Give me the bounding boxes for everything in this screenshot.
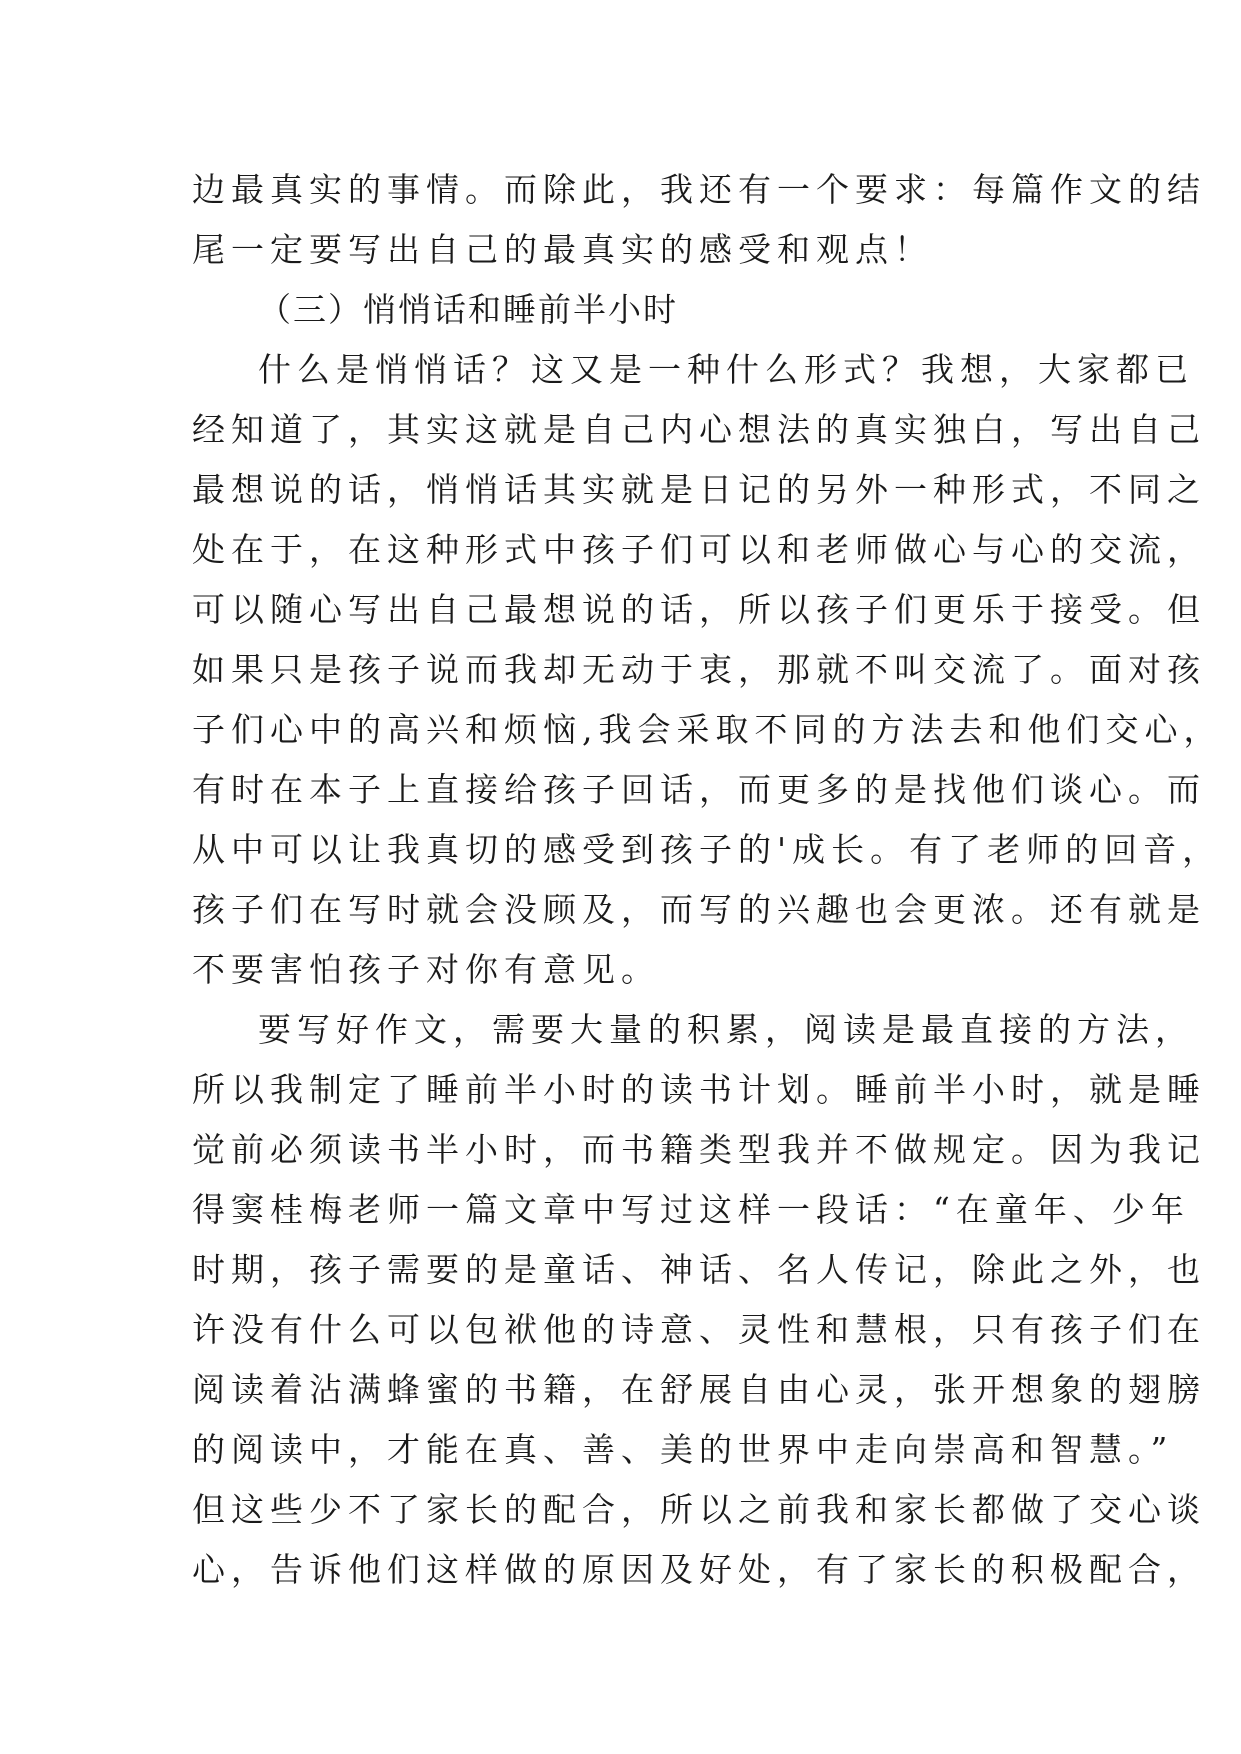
text-line: 尾一定要写出自己的最真实的感受和观点！ bbox=[192, 230, 933, 269]
section-heading: （三）悄悄话和睡前半小时 bbox=[258, 290, 678, 329]
text-line: 从中可以让我真切的感受到孩子的'成长。有了老师的回音， bbox=[192, 830, 1222, 869]
text-line: 的阅读中，才能在真、善、美的世界中走向崇高和智慧。” bbox=[192, 1430, 1174, 1469]
text-line: 什么是悄悄话？这又是一种什么形式？我想，大家都已 bbox=[258, 350, 1194, 389]
text-line: 孩子们在写时就会没顾及，而写的兴趣也会更浓。还有就是 bbox=[192, 890, 1206, 929]
text-line: 经知道了，其实这就是自己内心想法的真实独白，写出自己 bbox=[192, 410, 1206, 449]
text-line: 有时在本子上直接给孩子回话，而更多的是找他们谈心。而 bbox=[192, 770, 1206, 809]
text-line: 但这些少不了家长的配合，所以之前我和家长都做了交心谈 bbox=[192, 1490, 1206, 1529]
text-line: 阅读着沾满蜂蜜的书籍，在舒展自由心灵，张开想象的翅膀 bbox=[192, 1370, 1206, 1409]
text-line: 觉前必须读书半小时，而书籍类型我并不做规定。因为我记 bbox=[192, 1130, 1206, 1169]
text-line: 心，告诉他们这样做的原因及好处，有了家长的积极配合， bbox=[192, 1550, 1206, 1589]
text-line: 处在于，在这种形式中孩子们可以和老师做心与心的交流， bbox=[192, 530, 1206, 569]
text-line: 时期，孩子需要的是童话、神话、名人传记，除此之外，也 bbox=[192, 1250, 1206, 1289]
text-line: 边最真实的事情。而除此，我还有一个要求：每篇作文的结 bbox=[192, 170, 1206, 209]
text-line: 不要害怕孩子对你有意见。 bbox=[192, 950, 660, 989]
text-line: 要写好作文，需要大量的积累，阅读是最直接的方法， bbox=[258, 1010, 1194, 1049]
text-line: 得窦桂梅老师一篇文章中写过这样一段话：“在童年、少年 bbox=[192, 1190, 1190, 1229]
text-line: 许没有什么可以包袱他的诗意、灵性和慧根，只有孩子们在 bbox=[192, 1310, 1206, 1349]
text-line: 如果只是孩子说而我却无动于衷，那就不叫交流了。面对孩 bbox=[192, 650, 1206, 689]
text-line: 可以随心写出自己最想说的话，所以孩子们更乐于接受。但 bbox=[192, 590, 1206, 629]
body-text bbox=[192, 160, 1223, 1600]
text-line: 最想说的话，悄悄话其实就是日记的另外一种形式，不同之 bbox=[192, 470, 1206, 509]
text-line: 子们心中的高兴和烦恼,我会采取不同的方法去和他们交心， bbox=[192, 710, 1223, 749]
text-line: 所以我制定了睡前半小时的读书计划。睡前半小时，就是睡 bbox=[192, 1070, 1206, 1109]
